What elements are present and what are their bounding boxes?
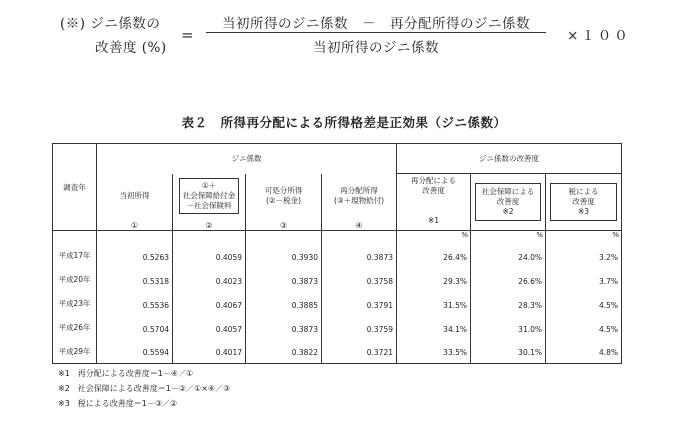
col-imp-social-line2: 改善度 <box>496 197 520 206</box>
table-row <box>53 268 622 292</box>
table-row <box>53 292 622 316</box>
cell-social: 0.4057 <box>173 316 246 340</box>
improve-group-header: ジニ係数の改善度 <box>397 144 622 174</box>
col-imp-tax-box <box>550 183 617 221</box>
table-row <box>53 340 622 364</box>
col-social-line3: －社会保険料 <box>186 200 232 210</box>
col-disposable-header <box>246 174 322 218</box>
cell-imp-social: 28.3% <box>471 292 546 316</box>
row-year: 平成23年 <box>53 292 97 316</box>
cell-imp-tax: 3.7% <box>546 268 622 292</box>
cell-redistributed: 0.3721 <box>322 340 397 364</box>
col-social-line1: ①＋ <box>201 180 217 190</box>
cell-disposable: 0.3822 <box>246 340 322 364</box>
year-header: 調査年 <box>53 144 97 231</box>
col-disposable-line1: 可処分所得 <box>264 185 303 195</box>
col-disposable-line2: (②－税金) <box>265 195 302 205</box>
formula-fraction-bar <box>206 32 546 33</box>
unit-redist: % <box>397 231 471 244</box>
cell-imp-tax: 4.5% <box>546 292 622 316</box>
cell-initial: 0.5318 <box>97 268 173 292</box>
cell-redistributed: 0.3791 <box>322 292 397 316</box>
footnote-3: ※3 税による改善度＝1－③／② <box>58 399 178 408</box>
cell-social: 0.4067 <box>173 292 246 316</box>
cell-social: 0.4059 <box>173 244 246 268</box>
formula-label-line1: (※) ジニ係数の <box>60 16 161 32</box>
formula-denominator: 当初所得のジニ係数 <box>313 40 439 56</box>
col-imp-social-box <box>475 183 541 221</box>
row-year: 平成17年 <box>53 244 97 268</box>
marker-3: ③ <box>246 218 322 231</box>
col-imp-tax-line2: 改善度 <box>572 197 595 206</box>
cell-disposable: 0.3885 <box>246 292 322 316</box>
formula-equals: = <box>181 26 194 44</box>
cell-disposable: 0.3873 <box>246 268 322 292</box>
unit-social: % <box>471 231 546 244</box>
col-initial-label: 当初所得 <box>119 190 150 200</box>
cell-imp-tax: 4.5% <box>546 316 622 340</box>
col-imp-redist-header <box>397 174 471 231</box>
unit-tax: % <box>546 231 622 244</box>
cell-redistributed: 0.3873 <box>322 244 397 268</box>
gini-group-header: ジニ係数 <box>97 144 397 174</box>
col-imp-tax-header <box>546 174 622 231</box>
col-social-line2: 社会保障給付金 <box>182 190 236 200</box>
col-imp-redist-line2: 改善度 <box>422 186 445 195</box>
cell-redistributed: 0.3758 <box>322 268 397 292</box>
cell-imp-redist: 34.1% <box>397 316 471 340</box>
col-redistributed-line1: 再分配所得 <box>340 185 378 195</box>
cell-imp-tax: 3.2% <box>546 244 622 268</box>
cell-imp-social: 30.1% <box>471 340 546 364</box>
marker-2: ② <box>173 218 246 231</box>
col-social-header <box>173 174 246 218</box>
cell-imp-redist: 31.5% <box>397 292 471 316</box>
col-imp-social-line1: 社会保障による <box>481 187 535 196</box>
row-year: 平成20年 <box>53 268 97 292</box>
cell-disposable: 0.3873 <box>246 316 322 340</box>
cell-imp-redist: 33.5% <box>397 340 471 364</box>
marker-4: ④ <box>322 218 397 231</box>
cell-social: 0.4017 <box>173 340 246 364</box>
cell-imp-redist: 29.3% <box>397 268 471 292</box>
cell-redistributed: 0.3759 <box>322 316 397 340</box>
table-row <box>53 316 622 340</box>
footnote-1: ※1 再分配による改善度＝1－④／① <box>58 369 194 378</box>
cell-disposable: 0.3930 <box>246 244 322 268</box>
cell-imp-tax: 4.8% <box>546 340 622 364</box>
row-year: 平成29年 <box>53 340 97 364</box>
col-imp-social-header <box>471 174 546 231</box>
cell-imp-social: 24.0% <box>471 244 546 268</box>
marker-note1: ※1 <box>427 216 440 225</box>
cell-initial: 0.5594 <box>97 340 173 364</box>
table-title: 表２ 所得再分配による所得格差是正効果（ジニ係数） <box>181 115 507 130</box>
unit-row <box>53 231 622 244</box>
col-imp-redist-line1: 再分配による <box>411 176 456 185</box>
row-year: 平成26年 <box>53 316 97 340</box>
marker-1: ① <box>97 218 173 231</box>
table-row <box>53 244 622 268</box>
cell-imp-redist: 26.4% <box>397 244 471 268</box>
formula-multiplier: ×１００ <box>567 28 631 44</box>
cell-initial: 0.5536 <box>97 292 173 316</box>
cell-imp-social: 26.6% <box>471 268 546 292</box>
footnote-2: ※2 社会保障による改善度＝1－②／①×④／③ <box>58 384 231 393</box>
col-social-box <box>179 178 240 214</box>
formula-label-line2: 改善度 (%) <box>95 40 167 56</box>
cell-initial: 0.5263 <box>97 244 173 268</box>
col-redistributed-header <box>322 174 397 218</box>
cell-initial: 0.5704 <box>97 316 173 340</box>
cell-social: 0.4023 <box>173 268 246 292</box>
formula-block <box>0 0 688 70</box>
col-imp-tax-line1: 税による <box>568 187 599 196</box>
formula-numerator: 当初所得のジニ係数 － 再分配所得のジニ係数 <box>222 16 530 32</box>
gini-table <box>52 143 622 364</box>
col-initial-header <box>97 174 173 218</box>
col-redistributed-line2: (③＋現物給付) <box>333 195 385 205</box>
marker-note3: ※3 <box>577 207 590 216</box>
cell-imp-social: 31.0% <box>471 316 546 340</box>
footnotes <box>58 366 230 411</box>
marker-note2: ※2 <box>502 207 514 216</box>
